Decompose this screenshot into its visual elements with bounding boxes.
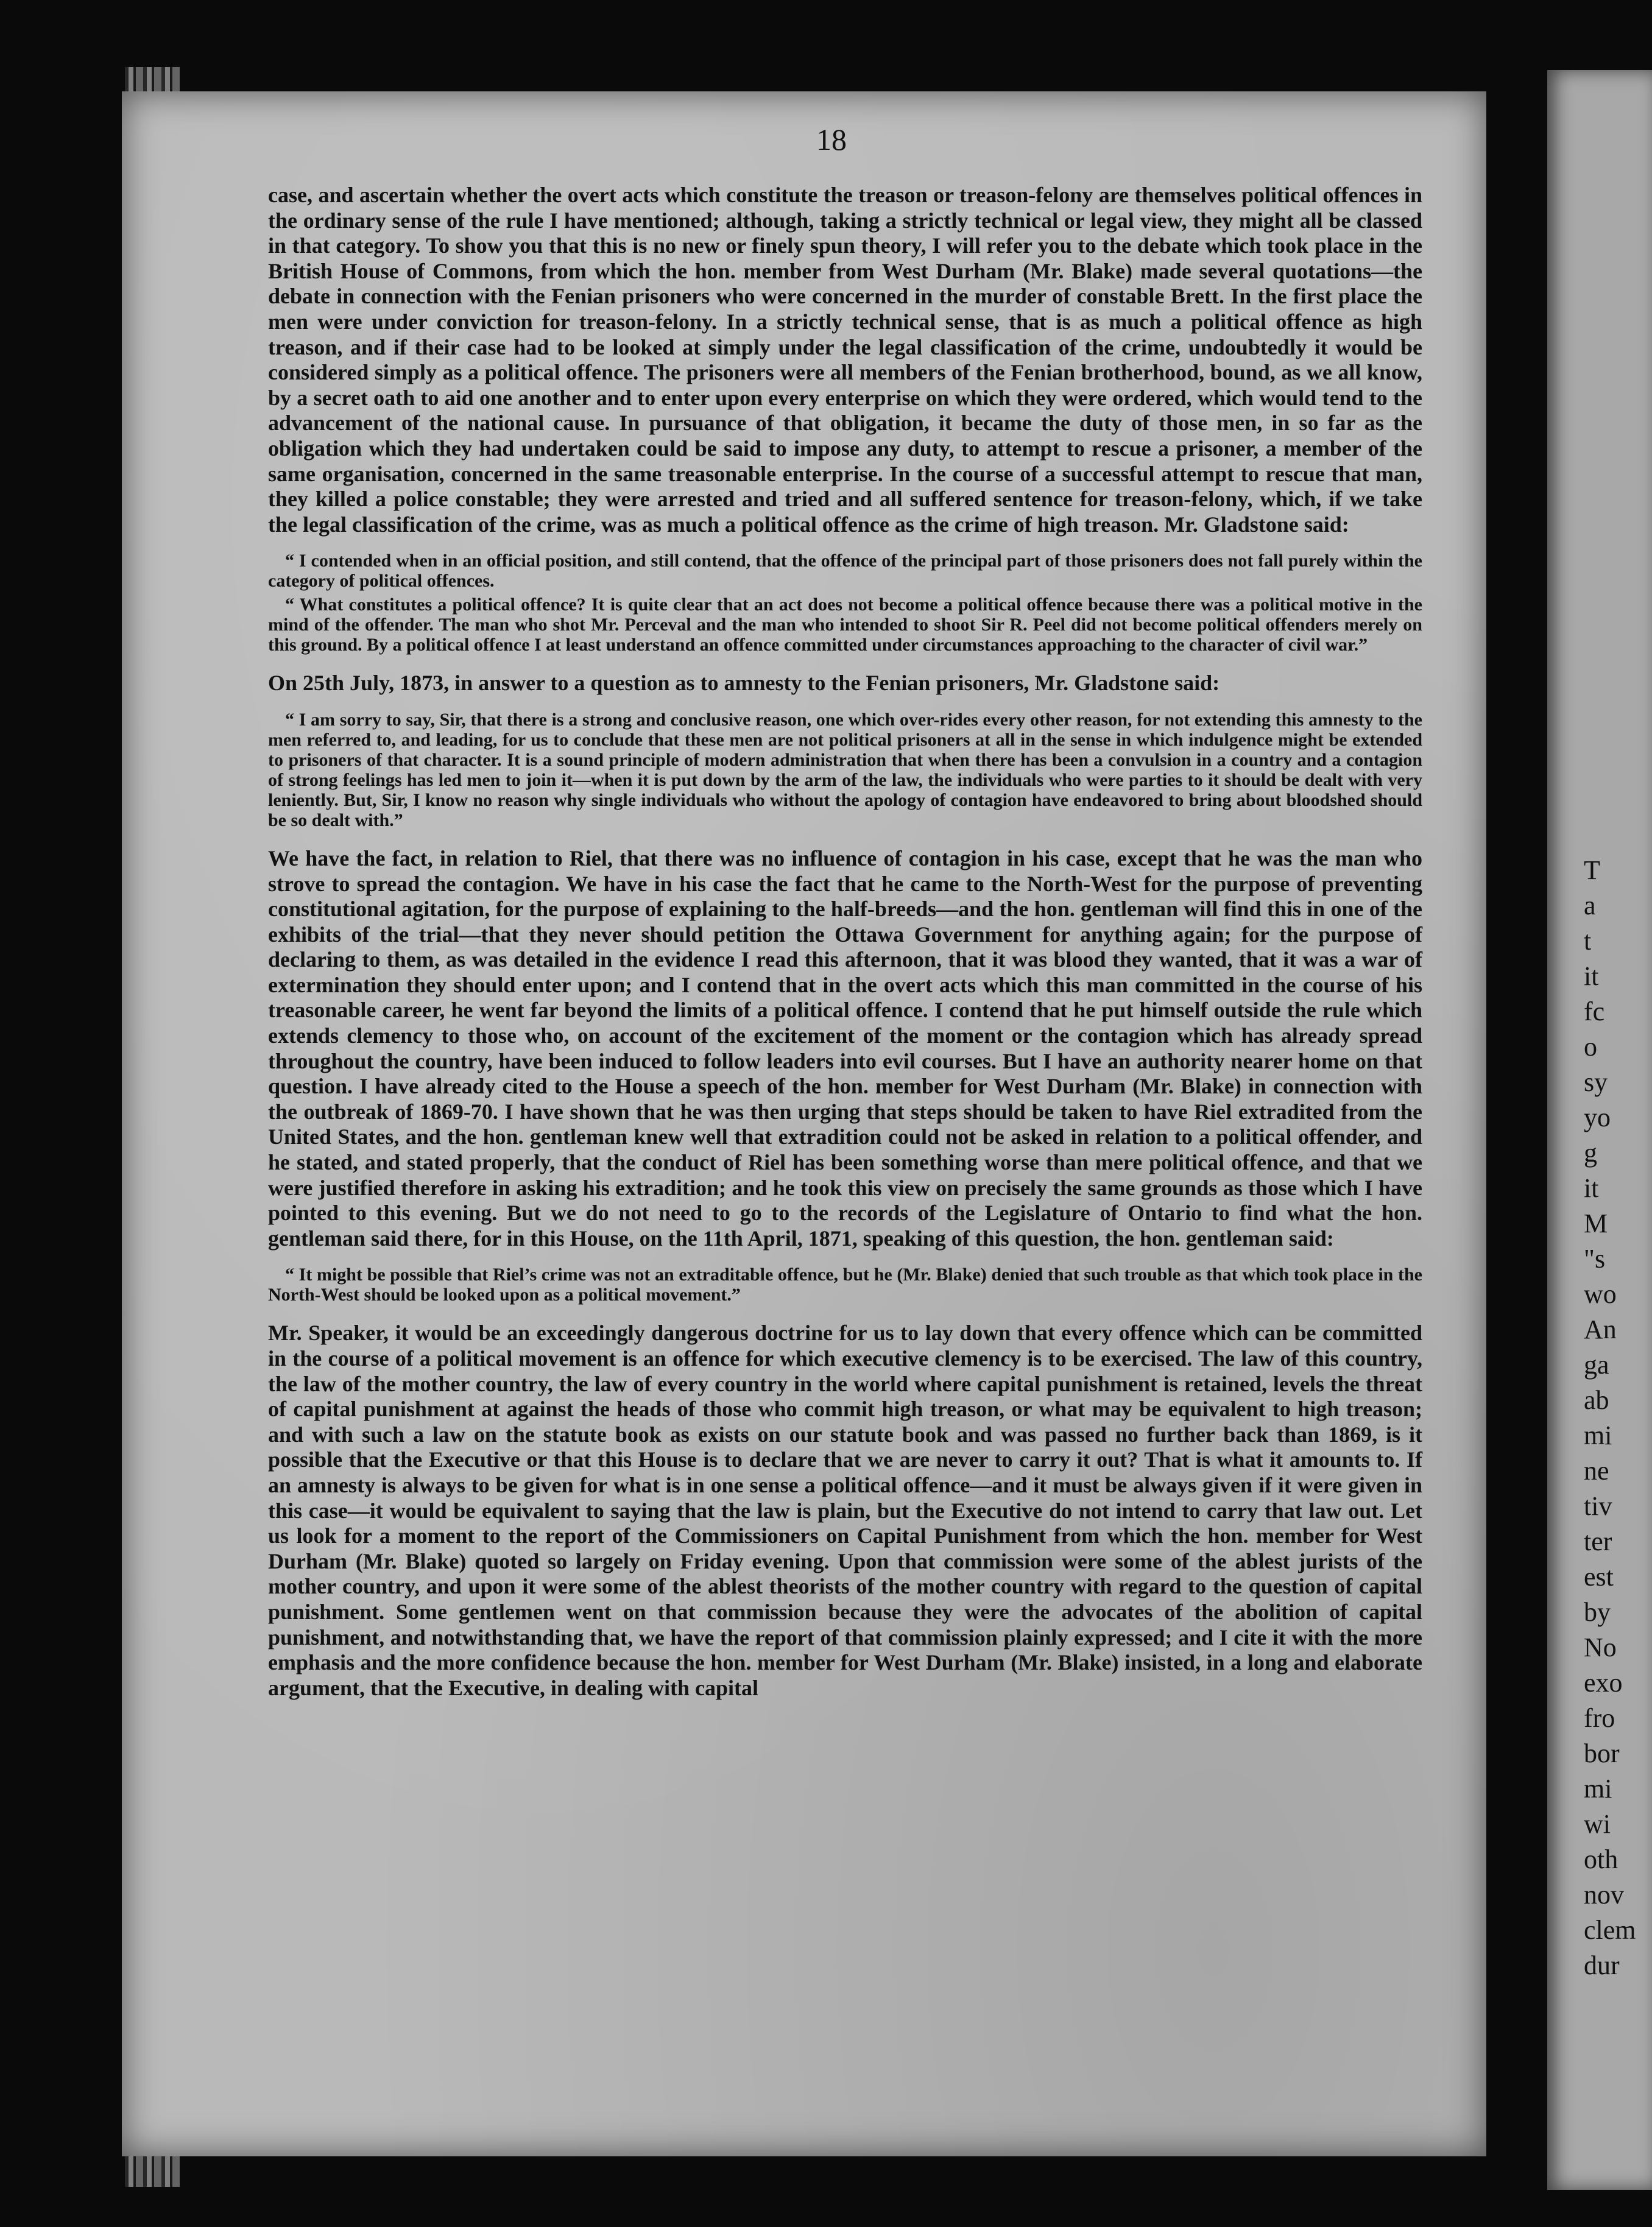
quote-blake-extradition: “ It might be possible that Riel’s crime was not an extraditable offence, but he (Mr. Blake) denied that such trouble as that which took place in the North-West should be looked upon as a political movement.” (268, 1265, 1422, 1305)
facing-page-text-fragments: T a t it fc o sy yo g it M "s wo An ga ab mi ne tiv ter est by No exo fro bor mi wi oth nov clem dur (1584, 855, 1636, 1980)
quote-gladstone-amnesty: “ I am sorry to say, Sir, that there is a strong and conclusive reason, one which over-rides every other reason, for not extending this amnesty to the men referred to, and leading, for us to conclude that these men are not political prisoners at all in the sense in which indulgence might be extended to prisoners of that character. It is a sound principle of modern administration that when there has been a convulsion in a country and a contagion of strong feelings has led men to join it—when it is put down by the arm of the law, the individuals who were parties to it should be dealt with very leniently. But, Sir, I know no reason why single individuals who without the apology of contagion have endeavored to bring about bloodshed should be so dealt with.” (268, 709, 1422, 830)
paragraph-amnesty-intro: On 25th July, 1873, in answer to a question as to amnesty to the Fenian prisoners, Mr. Gladstone said: (268, 671, 1220, 696)
quote-gladstone-prisoners: “ I contended when in an official position, and still contend, that the offence of the principal part of those prisoners does not fall purely within the category of political offences. (268, 551, 1422, 591)
page-number: 18 (816, 122, 847, 157)
quote-gladstone-definition: “ What constitutes a political offence? It is quite clear that an act does not become a political offence because there was a political motive in the mind of the offender. The man who shot Mr. Perceval and the man who intended to shoot Sir R. Peel did not become political offenders merely on this ground. By a political offence I at least understand an offence committed under circumstances approaching to the character of civil war.” (268, 595, 1422, 655)
paragraph-political-offences: case, and ascertain whether the overt acts which constitute the treason or treason-felony are themselves political offences in the ordinary sense of the rule I have mentioned; although, taking a strictly technical or legal view, they might all be classed in that category. To show you that this is no new or finely spun theory, I will refer you to the debate which took place in the British House of Commons, from which the hon. member from West Durham (Mr. Blake) made several quotations—the debate in connection with the Fenian prisoners who were concerned in the murder of constable Brett. In the first place the men were under conviction for treason-felony. In a strictly technical sense, that is as much a political offence as high treason, and if their case had to be looked at simply under the legal classification of the crime, undoubtedly it would be considered simply as a political offence. The prisoners were all members of the Fenian brotherhood, bound, as we all know, by a secret oath to aid one another and to enter upon every enterprise on which they were ordered, which would tend to the advancement of the national cause. In pursuance of that obligation, it became the duty of those men, in so far as the obligation which they had undertaken could be said to impose any duty, to attempt to rescue a prisoner, a member of the same organisation, concerned in the same treasonable enterprise. In the course of a successful attempt to rescue that man, they killed a police constable; they were arrested and tried and all suffered sentence for treason-felony, which, if we take the legal classification of the crime, was as much a political offence as the crime of high treason. Mr. Gladstone said: (268, 183, 1422, 537)
paragraph-speaker-doctrine: Mr. Speaker, it would be an exceedingly dangerous doctrine for us to lay down that every offence which can be committed in the course of a political movement is an offence for which executive clemency is to be exercised. The law of this country, the law of the mother country, the law of every country in the world where capital punishment is retained, levels the threat of capital punishment at against the heads of those who commit high treason, or what may be equivalent to high treason; and with such a law on the statute book as exists on our statute book and was passed no further back than 1869, is it possible that the Executive or that this House is to declare that we are never to carry it out? That is what it amounts to. If an amnesty is always to be given for what is in one sense a political offence—and it must be always given if it were given in this case—it would be equivalent to saying that the law is plain, but the Executive do not intend to carry that law out. Let us look for a moment to the report of the Commissioners on Capital Punishment from which the hon. member for West Durham (Mr. Blake) quoted so largely on Friday evening. Upon that commission were some of the ablest jurists of the mother country, and upon it were some of the ablest theorists of the mother country with regard to the question of capital punishment. Some gentlemen went on that commission because they were the advocates of the abolition of capital punishment, and notwithstanding that, we have the report of that commission plainly expressed; and I cite it with the more emphasis and the more confidence because the hon. member for West Durham (Mr. Blake) insisted, in a long and elaborate argument, that the Executive, in dealing with capital (268, 1321, 1422, 1700)
page-body (268, 183, 1422, 1714)
paragraph-riel-contagion: We have the fact, in relation to Riel, that there was no influence of contagion in his case, except that he was the man who strove to spread the contagion. We have in his case the fact that he came to the North-West for the purpose of preventing constitutional agitation, for the purpose of explaining to the half-breeds—and the hon. gentleman will find this in one of the exhibits of the trial—that they never should petition the Ottawa Government for anything again; for the purpose of declaring to them, as was detailed in the evidence I read this afternoon, that it was blood they wanted, that it was a war of extermination they should enter upon; and I contend that in the overt acts which this man committed in the course of his treasonable career, he went far beyond the limits of a political offence. I contend that he put himself outside the rule which extends clemency to those who, on account of the excitement of the moment or the contagion which has already spread throughout the country, have been induced to follow leaders into evil courses. But I have an authority nearer home on that question. I have already cited to the House a speech of the hon. member for West Durham (Mr. Blake) in connection with the outbreak of 1869-70. I have shown that he was then urging that steps should be taken to have Riel extradited from the United States, and the hon. gentleman knew well that extradition could not be asked in relation to a political offender, and he stated, and stated properly, that the conduct of Riel has been something worse than mere political offence, and that we were justified therefore in asking his extradition; and he took this view on precisely the same grounds as those which I have pointed to this evening. But we do not need to go to the records of the Legislature of Ontario to find what the hon. gentleman said there, for in this House, on the 11th April, 1871, speaking of this question, the hon. gentleman said: (268, 845, 1422, 1251)
